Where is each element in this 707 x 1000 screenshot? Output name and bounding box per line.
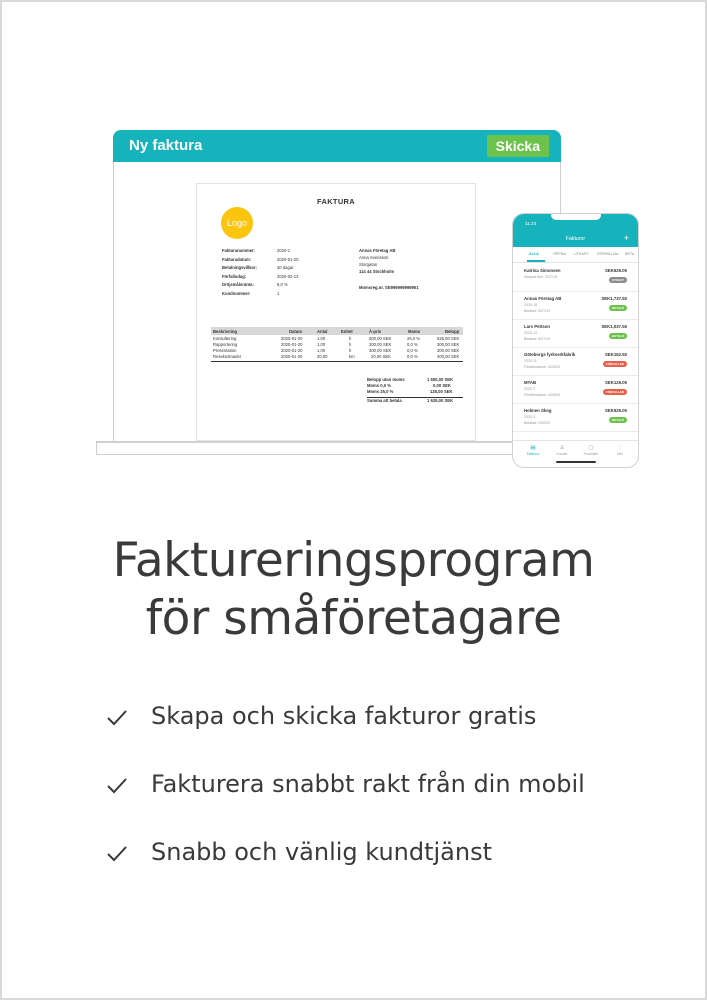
status-badge: BETALD	[609, 333, 627, 339]
tab-overdue[interactable]: FÖRFALLNA	[597, 252, 619, 256]
invoice-totals	[367, 377, 463, 408]
box-icon: ▢	[588, 445, 594, 451]
invoice-table	[211, 327, 463, 362]
headline-line-2: för småföretagare	[145, 591, 562, 646]
phone-notch	[551, 214, 601, 220]
phone-title: Fakturor	[565, 236, 586, 242]
send-button[interactable]: Skicka	[487, 135, 549, 157]
person-icon: ♙	[559, 445, 565, 451]
status-badge: FÖRFALLEN	[603, 389, 627, 395]
meta-row: Betalningsvillkor: 30 dagar	[222, 265, 294, 270]
table-row: Presentation 2020-01-20 1,00 h 300,00 SEK 0,0 % 300,00 SEK	[213, 348, 460, 353]
checkmark-icon	[105, 706, 129, 730]
meta-row: Dröjsmålsränta: 8,0 %	[222, 282, 288, 287]
headline-line-1: Faktureringsprogram	[112, 533, 595, 588]
phone-screen	[512, 213, 639, 468]
tab-drafts[interactable]: UTKAST	[574, 252, 589, 256]
active-tab-indicator	[527, 260, 545, 262]
tab-all[interactable]: ALLA	[529, 252, 539, 256]
list-item[interactable]: Holmen Skog SEK925.00 2020-3 Betalad: 2/20/20 BETALD	[513, 403, 638, 432]
total-due-row: Summa att betala 1 625,00 SEK	[367, 397, 463, 408]
list-item[interactable]: Lars Pettson SEK1,037.50 2020-12 Betalad: 5/27/19 BETALD	[513, 319, 638, 348]
feature-text: Skapa och skicka fakturor gratis	[151, 702, 537, 730]
meta-row: Fakturadatum: 2020-01-20	[222, 256, 299, 262]
page-title	[0, 532, 707, 648]
nav-customers[interactable]: ♙ Kunder	[550, 445, 574, 456]
add-invoice-icon[interactable]: +	[623, 233, 629, 243]
total-row: Moms 25,0 % 125,00 SEK	[367, 389, 453, 394]
invoice-title: FAKTURA	[317, 197, 355, 206]
more-icon: ⋮	[617, 445, 623, 451]
new-invoice-title: Ny faktura	[129, 137, 203, 154]
list-item[interactable]: MTAB SEK125.00 2020-7 Förfallodatum: 4/28/20 FÖRFALLEN	[513, 375, 638, 404]
table-divider	[211, 361, 463, 362]
table-row: Rapportering 2020-01-20 1,00 h 300,00 SEK 0,0 % 300,00 SEK	[213, 342, 460, 347]
checkmark-icon	[105, 774, 129, 798]
laptop-title-bar	[113, 130, 561, 162]
vat-number: Momsreg.nr. SE999999999901	[359, 285, 419, 290]
feature-text: Snabb och vänlig kundtjänst	[151, 838, 493, 866]
nav-invoices[interactable]: ▤ Fakturor	[521, 445, 545, 456]
invoice-meta	[222, 248, 298, 299]
customer-address: Annas Företag AB Anna Svensson Storgatan 114 44 Stockholm	[359, 248, 396, 274]
nav-more[interactable]: ⋮ Mer	[608, 445, 632, 456]
phone-tabs	[513, 247, 638, 263]
meta-row: Förfallodag: 2020-02-13	[222, 273, 299, 279]
logo-placeholder: Logo	[221, 207, 253, 239]
status-badge: FÖRFALLEN	[603, 361, 627, 367]
tab-paid[interactable]: BETA	[625, 252, 635, 256]
table-row: Resekostnader 2020-01-20 20,00 km 20,00 SEK 0,0 % 400,00 SEK	[213, 354, 460, 359]
tab-open[interactable]: ÖPPNA	[553, 252, 566, 256]
invoice-document	[196, 183, 476, 441]
total-row: Moms 0,0 % 0,00 SEK	[367, 383, 451, 388]
status-time: 11:23	[525, 221, 537, 226]
meta-row: Kundnummer: 1	[222, 290, 280, 296]
table-header: Beskrivning Datum Antal Enhet À-pris Moms Belopp	[211, 327, 463, 335]
document-icon: ▤	[530, 445, 536, 451]
meta-row: Fakturanummer: 2020-1	[222, 248, 291, 253]
checkmark-icon	[105, 842, 129, 866]
total-row: Belopp utan moms 1 500,00 SEK	[367, 377, 454, 382]
feature-text: Fakturera snabbt rakt från din mobil	[151, 770, 585, 798]
status-badge: BETALD	[609, 417, 627, 423]
list-item[interactable]: Göteborgs fyrkverkfabrik SEK162.50 2020-11 Förfallodatum: 4/28/20 FÖRFALLEN	[513, 347, 638, 376]
nav-products[interactable]: ▢ Produkter	[579, 445, 603, 456]
phone-header	[513, 214, 638, 247]
list-item[interactable]: Katrina Simonsen SEK625.00 Skapad den: 5/27/19 UTKAST	[513, 263, 638, 292]
status-badge: BETALD	[609, 305, 627, 311]
status-badge: UTKAST	[609, 277, 627, 283]
list-item[interactable]: Annas Företag AB SEK1,737.50 2020-16 Betalad: 5/27/19 BETALD	[513, 291, 638, 320]
home-indicator	[556, 461, 596, 463]
table-row: Konsultering 2020-01-20 1,00 h 300,00 SEK 25,0 % 625,00 SEK	[213, 336, 460, 341]
laptop-base	[96, 441, 580, 455]
phone-bottom-nav	[513, 440, 638, 467]
